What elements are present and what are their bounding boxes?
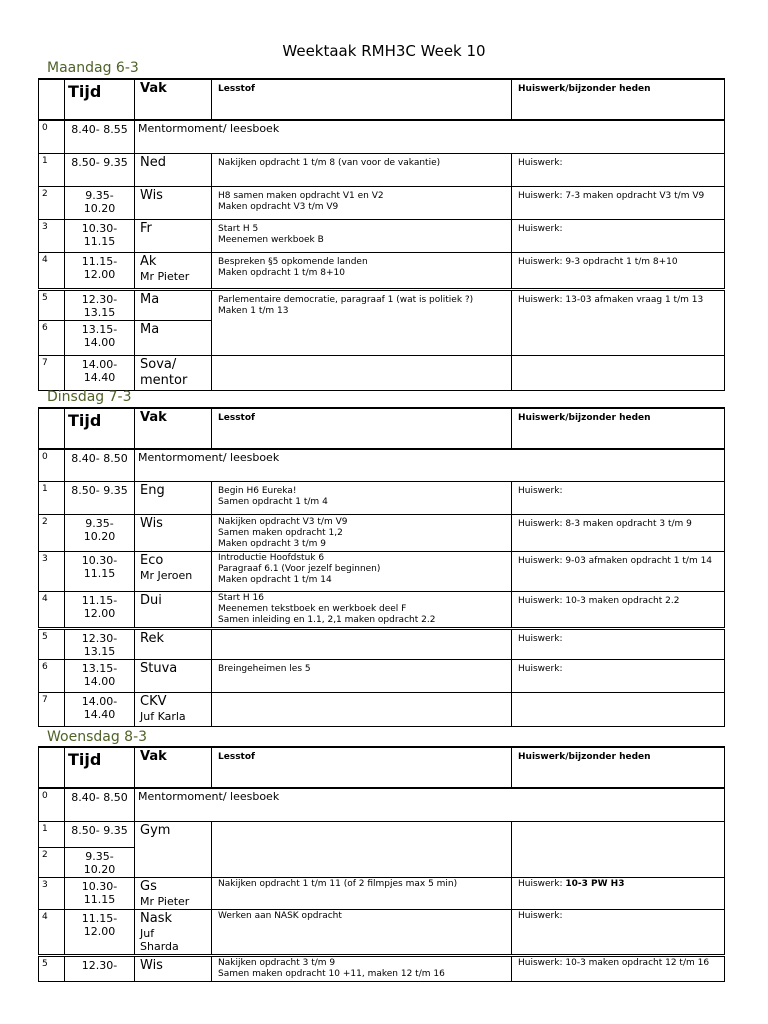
- row-subject: Eng: [135, 481, 212, 514]
- row-time: 8.50- 9.35: [65, 821, 135, 847]
- teacher-name: Juf Sharda: [140, 926, 179, 953]
- row-number: 6: [39, 659, 65, 692]
- row-time: 14.00- 14.40: [65, 692, 135, 726]
- row-time: 10.30- 11.15: [65, 877, 135, 909]
- table-row: [39, 591, 725, 628]
- schedule-table-woensdag: [38, 746, 725, 982]
- row-time: 8.50- 9.35: [65, 153, 135, 186]
- subject-name: Ak: [140, 253, 157, 269]
- row-subject: [135, 692, 212, 726]
- row-subject: [135, 877, 212, 909]
- table-row: [39, 788, 725, 821]
- row-number: 4: [39, 909, 65, 955]
- row-time: 11.15- 12.00: [65, 252, 135, 289]
- row-subject: Rek: [135, 628, 212, 659]
- row-subject: Stuva: [135, 659, 212, 692]
- header-lesstof: Lesstof: [212, 408, 512, 449]
- row-time: 9.35- 10.20: [65, 514, 135, 551]
- row-huiswerk: Huiswerk: 8-3 maken opdracht 3 t/m 9: [512, 514, 725, 551]
- row-lesstof: Start H 16 Meenemen tekstboek en werkboek deel F Samen inleiding en 1.1, 2,1 maken opdracht 2.2: [212, 591, 512, 628]
- row-subject: Sova/ mentor: [135, 355, 212, 390]
- row-huiswerk: Huiswerk: 10-3 maken opdracht 2.2: [512, 591, 725, 628]
- table-row: [39, 289, 725, 320]
- row-subject: Wis: [135, 186, 212, 219]
- table-row: [39, 120, 725, 153]
- row-huiswerk: Huiswerk: 9-3 opdracht 1 t/m 8+10: [512, 252, 725, 289]
- row-subject: Wis: [135, 514, 212, 551]
- huiswerk-deadline: 10-3 PW H3: [565, 878, 625, 889]
- row-huiswerk: Huiswerk: 9-03 afmaken opdracht 1 t/m 14: [512, 551, 725, 591]
- row-huiswerk: Huiswerk:: [512, 153, 725, 186]
- row-number: 2: [39, 186, 65, 219]
- header-tijd: Tijd: [65, 747, 135, 788]
- row-lesstof: Bespreken §5 opkomende landen Maken opdracht 1 t/m 8+10: [212, 252, 512, 289]
- row-number: 0: [39, 120, 65, 153]
- teacher-name: Juf Karla: [140, 709, 186, 723]
- row-number: 0: [39, 788, 65, 821]
- row-time: 12.30-: [65, 955, 135, 981]
- row-subject: Ma: [135, 320, 212, 355]
- row-number: 5: [39, 289, 65, 320]
- teacher-name: Mr Pieter: [140, 894, 190, 908]
- row-number: 4: [39, 591, 65, 628]
- row-lesstof: Begin H6 Eureka! Samen opdracht 1 t/m 4: [212, 481, 512, 514]
- header-lesstof: Lesstof: [212, 79, 512, 120]
- row-time: 8.50- 9.35: [65, 481, 135, 514]
- header-tijd: Tijd: [65, 408, 135, 449]
- row-subject: Ned: [135, 153, 212, 186]
- row-time: 8.40- 8.50: [65, 449, 135, 481]
- row-huiswerk: [512, 355, 725, 390]
- row-number: 5: [39, 628, 65, 659]
- row-subject: [135, 551, 212, 591]
- schedule-table-maandag: [38, 78, 725, 391]
- row-time: 9.35- 10.20: [65, 186, 135, 219]
- mentor-moment: Mentormoment/ leesboek: [135, 120, 725, 153]
- row-subject: [135, 252, 212, 289]
- row-time: 13.15- 14.00: [65, 659, 135, 692]
- table-row: [39, 909, 725, 955]
- row-time: 13.15- 14.00: [65, 320, 135, 355]
- row-subject: Wis: [135, 955, 212, 981]
- row-lesstof: Breingeheimen les 5: [212, 659, 512, 692]
- row-number: 1: [39, 153, 65, 186]
- mentor-moment: Mentormoment/ leesboek: [135, 788, 725, 821]
- subject-name: CKV: [140, 693, 167, 709]
- schedule-table-dinsdag: [38, 407, 725, 727]
- row-huiswerk: Huiswerk:: [512, 219, 725, 252]
- row-time: 8.40- 8.50: [65, 788, 135, 821]
- table-row: [39, 877, 725, 909]
- row-number: 4: [39, 252, 65, 289]
- row-time: 11.15- 12.00: [65, 909, 135, 955]
- row-lesstof: Parlementaire democratie, paragraaf 1 (wat is politiek ?) Maken 1 t/m 13: [212, 289, 512, 355]
- row-number: 1: [39, 481, 65, 514]
- table-row: [39, 449, 725, 481]
- row-number: 7: [39, 692, 65, 726]
- row-subject: Dui: [135, 591, 212, 628]
- row-time: 11.15- 12.00: [65, 591, 135, 628]
- row-number: 3: [39, 551, 65, 591]
- row-lesstof: H8 samen maken opdracht V1 en V2 Maken opdracht V3 t/m V9: [212, 186, 512, 219]
- row-subject: Fr: [135, 219, 212, 252]
- row-lesstof: Introductie Hoofdstuk 6 Paragraaf 6.1 (Voor jezelf beginnen) Maken opdracht 1 t/m 14: [212, 551, 512, 591]
- row-time: 12.30- 13.15: [65, 289, 135, 320]
- row-lesstof: Nakijken opdracht 3 t/m 9 Samen maken opdracht 10 +11, maken 12 t/m 16: [212, 955, 512, 981]
- row-time: 14.00- 14.40: [65, 355, 135, 390]
- row-lesstof: Werken aan NASK opdracht: [212, 909, 512, 955]
- table-row: [39, 821, 725, 847]
- row-number: 2: [39, 514, 65, 551]
- row-number: 1: [39, 821, 65, 847]
- table-row: [39, 252, 725, 289]
- row-subject: Gym: [135, 821, 212, 877]
- row-huiswerk: Huiswerk:: [512, 628, 725, 659]
- row-number: 6: [39, 320, 65, 355]
- row-lesstof: [212, 628, 512, 659]
- row-huiswerk: [512, 821, 725, 877]
- row-number: 2: [39, 847, 65, 877]
- row-huiswerk: Huiswerk: 10-3 maken opdracht 12 t/m 16: [512, 955, 725, 981]
- row-lesstof: Nakijken opdracht 1 t/m 8 (van voor de vakantie): [212, 153, 512, 186]
- table-header-row: [39, 408, 725, 449]
- row-time: 8.40- 8.55: [65, 120, 135, 153]
- huiswerk-label: Huiswerk:: [518, 878, 566, 889]
- header-tijd: Tijd: [65, 79, 135, 120]
- table-row: [39, 692, 725, 726]
- header-huiswerk: Huiswerk/bijzonder heden: [512, 747, 725, 788]
- row-time: 9.35- 10.20: [65, 847, 135, 877]
- header-lesstof: Lesstof: [212, 747, 512, 788]
- header-huiswerk: Huiswerk/bijzonder heden: [512, 79, 725, 120]
- teacher-name: Mr Jeroen: [140, 568, 193, 582]
- header-vak: Vak: [135, 79, 212, 120]
- row-number: 0: [39, 449, 65, 481]
- row-number: 7: [39, 355, 65, 390]
- row-lesstof: [212, 355, 512, 390]
- header-vak: Vak: [135, 747, 212, 788]
- table-row: [39, 186, 725, 219]
- day-heading-woensdag: Woensdag 8-3: [47, 729, 148, 745]
- row-huiswerk: Huiswerk:: [512, 659, 725, 692]
- table-row: [39, 355, 725, 390]
- row-huiswerk: Huiswerk: 7-3 maken opdracht V3 t/m V9: [512, 186, 725, 219]
- row-subject: Ma: [135, 289, 212, 320]
- table-row: [39, 551, 725, 591]
- header-vak: Vak: [135, 408, 212, 449]
- row-time: 10.30- 11.15: [65, 219, 135, 252]
- subject-name: Eco: [140, 552, 164, 568]
- row-lesstof: Nakijken opdracht 1 t/m 11 (of 2 filmpjes max 5 min): [212, 877, 512, 909]
- table-row: [39, 628, 725, 659]
- header-huiswerk: Huiswerk/bijzonder heden: [512, 408, 725, 449]
- row-number: 3: [39, 877, 65, 909]
- table-row: [39, 219, 725, 252]
- row-huiswerk: Huiswerk:: [512, 909, 725, 955]
- table-row: [39, 481, 725, 514]
- row-huiswerk: Huiswerk:: [512, 481, 725, 514]
- row-subject: [135, 909, 212, 955]
- subject-name: Nask: [140, 910, 172, 926]
- table-row: [39, 955, 725, 981]
- row-lesstof: Start H 5 Meenemen werkboek B: [212, 219, 512, 252]
- teacher-name: Mr Pieter: [140, 269, 190, 283]
- row-lesstof: [212, 692, 512, 726]
- mentor-moment: Mentormoment/ leesboek: [135, 449, 725, 481]
- row-number: 5: [39, 955, 65, 981]
- row-huiswerk: [512, 692, 725, 726]
- table-header-row: [39, 79, 725, 120]
- table-row: [39, 659, 725, 692]
- row-lesstof: [212, 821, 512, 877]
- subject-name: Gs: [140, 878, 157, 894]
- row-number: 3: [39, 219, 65, 252]
- day-heading-dinsdag: Dinsdag 7-3: [47, 389, 132, 405]
- row-time: 10.30- 11.15: [65, 551, 135, 591]
- row-lesstof: Nakijken opdracht V3 t/m V9 Samen maken opdracht 1,2 Maken opdracht 3 t/m 9: [212, 514, 512, 551]
- table-row: [39, 514, 725, 551]
- document-title: Weektaak RMH3C Week 10: [282, 42, 486, 60]
- table-row: [39, 153, 725, 186]
- day-heading-maandag: Maandag 6-3: [47, 60, 139, 76]
- row-time: 12.30- 13.15: [65, 628, 135, 659]
- row-huiswerk: [512, 877, 725, 909]
- row-huiswerk: Huiswerk: 13-03 afmaken vraag 1 t/m 13: [512, 289, 725, 355]
- table-header-row: [39, 747, 725, 788]
